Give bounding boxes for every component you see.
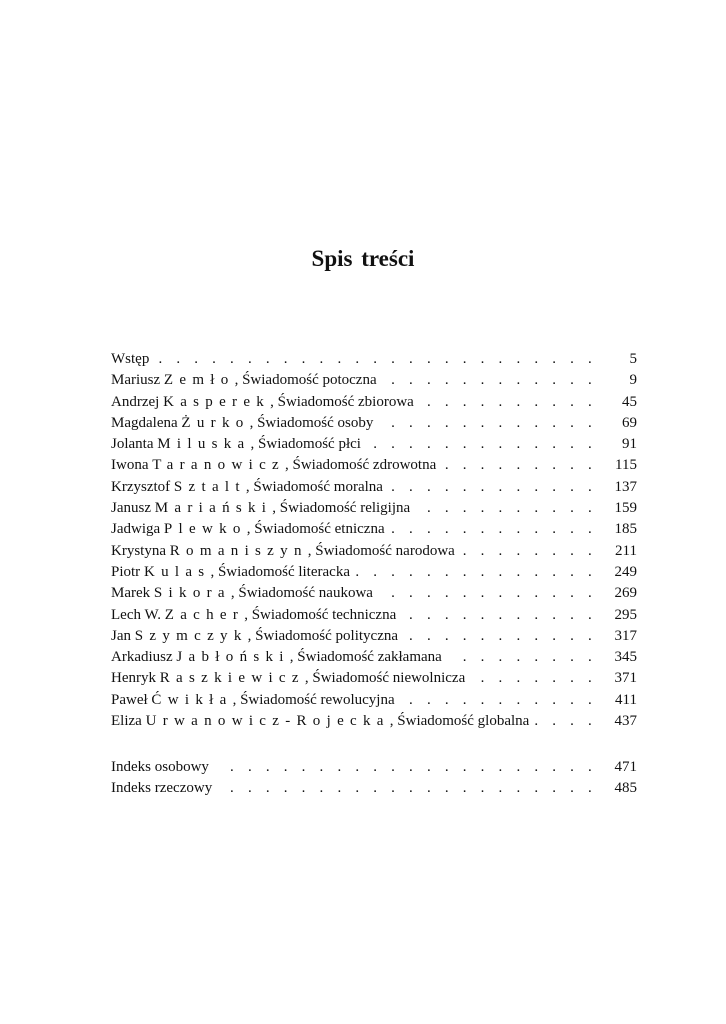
toc-entry: [111, 415, 637, 436]
toc-entry-subject: , Świadomość niewolnicza: [304, 670, 466, 687]
toc-entry-title: [111, 521, 391, 538]
toc-entry-author: Henryk: [111, 670, 160, 687]
toc-entry-author: Paweł: [111, 691, 152, 708]
toc-entry-subject: , Świadomość zdrowotna: [285, 457, 437, 474]
toc-entry-title: [111, 436, 367, 453]
toc-entry-page: 269: [614, 585, 637, 602]
toc-entry-author: Janusz: [111, 500, 155, 517]
toc-entry-author: Lech W.: [111, 606, 165, 623]
toc-entry-surname: Urwanowicz-Rojecka: [145, 713, 390, 730]
index-entry: [111, 780, 637, 801]
toc-entry: [111, 521, 637, 542]
toc-entry-subject: , Świadomość moralna: [245, 478, 383, 495]
toc-entry-page: 91: [622, 436, 637, 453]
index-entry-label: Indeks osobowy: [111, 759, 209, 775]
toc-entry-surname: Zemło: [163, 372, 235, 389]
dot-leader: [379, 585, 597, 602]
toc-entry-page: 411: [615, 691, 637, 708]
toc-entry-title: [111, 457, 442, 474]
toc-entry-subject: , Świadomość etniczna: [246, 521, 385, 538]
toc-entry-author: Mariusz: [111, 372, 164, 389]
dot-leader: [442, 457, 597, 474]
toc-entry: [111, 564, 637, 585]
toc-entry-surname: Sikora: [153, 585, 231, 602]
dot-leader: [218, 780, 597, 797]
toc-entry: [111, 351, 637, 372]
toc-entry-surname: Szymczyk: [134, 627, 248, 644]
toc-entry-author: Eliza: [111, 713, 146, 730]
dot-leader: [155, 351, 597, 368]
index-entry-label: Indeks rzeczowy: [111, 780, 213, 797]
toc-entry-subject: , Świadomość naukowa: [230, 585, 373, 602]
toc-entry-surname: Sztalt: [173, 478, 246, 495]
toc-entry-subject: , Świadomość literacka: [210, 563, 350, 580]
toc-entry-title: [111, 692, 401, 709]
toc-entry-subject: , Świadomość zakłamana: [289, 649, 442, 666]
toc-entry: [111, 457, 637, 478]
toc-entry: [111, 436, 637, 457]
toc-entry-author: Iwona: [111, 457, 153, 474]
toc-entry-title: [111, 351, 155, 368]
toc-entry-page: 317: [614, 627, 637, 644]
toc-entry-page: 371: [614, 670, 637, 687]
toc-entry-author: Arkadiusz: [111, 649, 177, 666]
toc-entry-page: 249: [614, 563, 637, 580]
toc-entry: [111, 628, 637, 649]
toc-entry-surname: Ćwikła: [151, 691, 233, 708]
dot-leader: [402, 607, 597, 624]
toc-entry-author: Jolanta: [111, 436, 158, 453]
dot-leader: [379, 415, 597, 432]
toc-entry-surname: Żurko: [181, 414, 250, 431]
toc-entry-surname: Raszkiewicz: [159, 670, 305, 687]
dot-leader: [471, 670, 597, 687]
toc-entry-author: Andrzej: [111, 393, 164, 410]
toc-entry: [111, 479, 637, 500]
toc-entry: [111, 372, 637, 393]
dot-leader: [404, 628, 597, 645]
toc-entry-surname: Plewko: [163, 521, 247, 538]
toc-entry-subject: , Świadomość religijna: [272, 500, 411, 517]
toc-entry-title: [111, 649, 448, 666]
toc-entry-author: Magdalena: [111, 414, 182, 431]
toc-entry-subject: , Świadomość osoby: [249, 414, 374, 431]
toc-entry-subject: , Świadomość globalna: [389, 713, 530, 730]
toc-entry-title: [111, 607, 402, 624]
toc-entry-page: 9: [629, 372, 637, 389]
page-title: Spis treści: [311, 246, 415, 271]
toc-entry-subject: , Świadomość polityczna: [247, 627, 399, 644]
toc-entry: [111, 692, 637, 713]
toc-entry: [111, 585, 637, 606]
toc-entry-surname: Mariański: [154, 500, 273, 517]
toc-entry-subject: , Świadomość techniczna: [244, 606, 397, 623]
toc-entry-surname: Taranowicz: [152, 457, 285, 474]
toc-entry: [111, 649, 637, 670]
toc-entry: [111, 713, 637, 734]
toc-entry-title: [111, 543, 461, 560]
dot-leader: [215, 759, 597, 776]
toc-entry-surname: Kulas: [143, 563, 211, 580]
toc-entry-title: [111, 372, 383, 389]
index-entry-page: 471: [614, 759, 637, 775]
dot-leader: [367, 436, 597, 453]
dot-leader: [461, 543, 597, 560]
toc-entry-title: [111, 415, 379, 432]
toc-entry-page: 115: [615, 457, 637, 474]
toc-entry: [111, 394, 637, 415]
toc-entry: [111, 543, 637, 564]
toc-entry-surname: Kasperek: [163, 393, 271, 410]
toc-entry-title: [111, 670, 471, 687]
index-list: [111, 759, 637, 802]
toc-entry-subject: , Świadomość płci: [250, 436, 361, 453]
toc-entry-page: 295: [614, 606, 637, 623]
toc-entry-page: 137: [614, 478, 637, 495]
toc-entry: [111, 607, 637, 628]
toc-entry-author: Jan: [111, 627, 135, 644]
dot-leader: [420, 394, 597, 411]
toc-entry-title: [111, 585, 379, 602]
dot-leader: [356, 564, 597, 581]
toc-entry-author: Marek: [111, 585, 154, 602]
toc-entry-author: Piotr: [111, 563, 144, 580]
toc-entry-subject: , Świadomość narodowa: [307, 542, 455, 559]
toc-entry-author: Krystyna: [111, 542, 170, 559]
index-entry: [111, 759, 637, 780]
toc-entry: [111, 670, 637, 691]
toc-entry-page: 159: [614, 500, 637, 517]
table-of-contents: [111, 351, 637, 734]
toc-entry-surname: Romaniszyn: [169, 542, 308, 559]
dot-leader: [391, 521, 597, 538]
toc-entry-subject: , Świadomość zbiorowa: [270, 393, 414, 410]
toc-entry: [111, 500, 637, 521]
dot-leader: [535, 713, 597, 730]
toc-entry-subject: , Świadomość potoczna: [234, 372, 377, 389]
dot-leader: [416, 500, 597, 517]
toc-entry-title: [111, 564, 356, 581]
toc-entry-author: Jadwiga: [111, 521, 164, 538]
toc-entry-surname: Jabłoński: [176, 649, 290, 666]
dot-leader: [401, 692, 597, 709]
toc-entry-page: 45: [622, 393, 637, 410]
toc-entry-page: 437: [614, 713, 637, 730]
toc-entry-author: Wstęp: [111, 351, 150, 367]
toc-entry-surname: Miluska: [157, 436, 251, 453]
toc-entry-title: [111, 500, 416, 517]
index-entry-page: 485: [614, 780, 637, 797]
toc-entry-title: [111, 479, 389, 496]
toc-entry-title: [111, 628, 404, 645]
toc-entry-title: [111, 394, 420, 411]
toc-entry-page: 69: [622, 414, 637, 431]
toc-entry-page: 345: [614, 649, 637, 666]
toc-entry-author: Krzysztof: [111, 478, 174, 495]
dot-leader: [389, 479, 597, 496]
toc-entry-surname: Zacher: [164, 606, 245, 623]
toc-entry-page: 211: [615, 542, 637, 559]
dot-leader: [448, 649, 597, 666]
toc-entry-page: 185: [614, 521, 637, 538]
dot-leader: [383, 372, 597, 389]
toc-entry-page: 5: [629, 351, 637, 367]
toc-entry-title: [111, 713, 535, 730]
toc-entry-subject: , Świadomość rewolucyjna: [232, 691, 395, 708]
